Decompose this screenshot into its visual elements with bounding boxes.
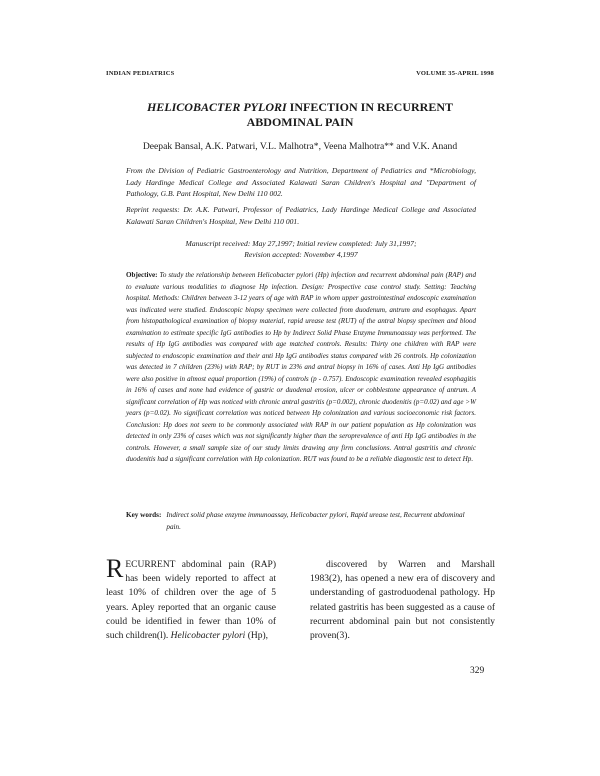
- title-italic-part: HELICOBACTER PYLORI: [146, 100, 287, 114]
- article-title: [100, 100, 500, 130]
- title-line1-rest: INFECTION IN RECURRENT: [286, 100, 454, 114]
- volume-info: VOLUME 35-APRIL 1998: [416, 70, 494, 77]
- title-line2: ABDOMINAL PAIN: [246, 115, 354, 129]
- body-column-left: [106, 554, 276, 643]
- page-number: 329: [470, 666, 485, 676]
- dates-line1: Manuscript received: May 27,1997; Initial review completed: July 31,1997;: [185, 239, 417, 248]
- journal-name: INDIAN PEDIATRICS: [106, 70, 175, 77]
- dates-line2: Revision accepted: November 4,1997: [244, 250, 358, 259]
- running-head: [106, 70, 494, 77]
- body-left-text: ECURRENT abdominal pain (RAP) has been widely reported to affect at least 10% of children over the age of 5 years. Apley reported that an organic cause could be identified in fewer than 10% of such children(l).: [106, 560, 276, 642]
- manuscript-dates: [126, 238, 476, 260]
- affiliation: From the Division of Pediatric Gastroenterology and Nutrition, Department of Pediatrics and *Microbiology, Lady Hardinge Medical College and Associated Kalawati Saran Children's Hospital and "Department of Pathology, G.B. Pant Hospital, New Delhi 110 002.: [126, 166, 476, 198]
- abstract-text: To study the relationship between Helicobacter pylori (Hp) infection and recurrent abdominal pain (RAP) and to evaluate various modalities to diagnose Hp infection. Design: Prospective case control study. Setting: Teaching hospital. Methods: Children between 3-12 years of age with RAP in whom upper gastrointestinal endoscopic examination was indicated were studied. Endoscopic biopsy specimen were collected from duodenum, antrum and esophagus. Apart from histopathological examination of biopsy material, rapid urease test (RUT) of the antral biopsy specimen and blood examination to estimate specific IgG antibodies to Hp by Indirect Solid Phase Enzyme Immunoassay was performed. The results of Hp IgG antibodies was compared with age matched controls. Results: Thirty one children with RAP were subjected to endoscopic examination and their anti Hp IgG antibodies status compared with 26 controls. Hp colonization was detected in 7 children (23%) with RAP; by RUT in 23% and antral biopsy in 16% of cases. Anti Hp IgG antibodies were also positive in almost equal proportion (19%) of controls (p - 0.757). Endoscopic examination revealed esophagitis in 16% of cases and none had evidence of gastric or duodenal erosion, ulcer or cobblestone appearance of antrum. A significant correlation of Hp was noticed with chronic antral gastritis (p=0.002), chronic duodenitis (p=0.02) and age >W years (p=0.02). No significant correlation was noticed between Hp colonization and various socioeconomic risk factors. Conclusion: Hp does not seem to be commonly associated with RAP in our patient population as Hp colonization was detected in only 23% of cases which was not significantly higher than the seroprevalence of anti Hp IgG antibodies in the controls. However, a small sample size of our study limits drawing any firm conclusions. Antral gastritis and chronic duodenitis had a significant correlation with Hp colonization. RUT was found to be a reliable diagnostic test to detect Hp.: [126, 271, 476, 463]
- body-left-italic: Helicobacter pylori: [170, 631, 246, 642]
- author-list: Deepak Bansal, A.K. Patwari, V.L. Malhotra*, Veena Malhotra** and V.K. Anand: [142, 141, 458, 152]
- abstract-label: Objective:: [126, 271, 158, 279]
- body-column-right: discovered by Warren and Marshall 1983(2), has opened a new era of discovery and understanding of gastroduodenal pathology. Hp related gastritis has been suggested as a cause of recurrent abdominal pain but not consistently proven(3).: [310, 560, 495, 642]
- keywords: [126, 510, 476, 533]
- reprint-requests: Reprint requests: Dr. A.K. Patwari, Professor of Pediatrics, Lady Hardinge Medical College and Associated Kalawati Saran Children's Hospital, New Delhi 110 001.: [126, 205, 476, 226]
- abstract: [126, 270, 476, 466]
- body-left-text-end: (Hp),: [245, 631, 269, 642]
- keywords-text: Indirect solid phase enzyme immunoassay, Helicobacter pylori, Rapid urease test, Recurrent abdominal pain.: [166, 511, 465, 531]
- keywords-label: Key words:: [126, 511, 162, 519]
- drop-cap: R: [106, 554, 124, 583]
